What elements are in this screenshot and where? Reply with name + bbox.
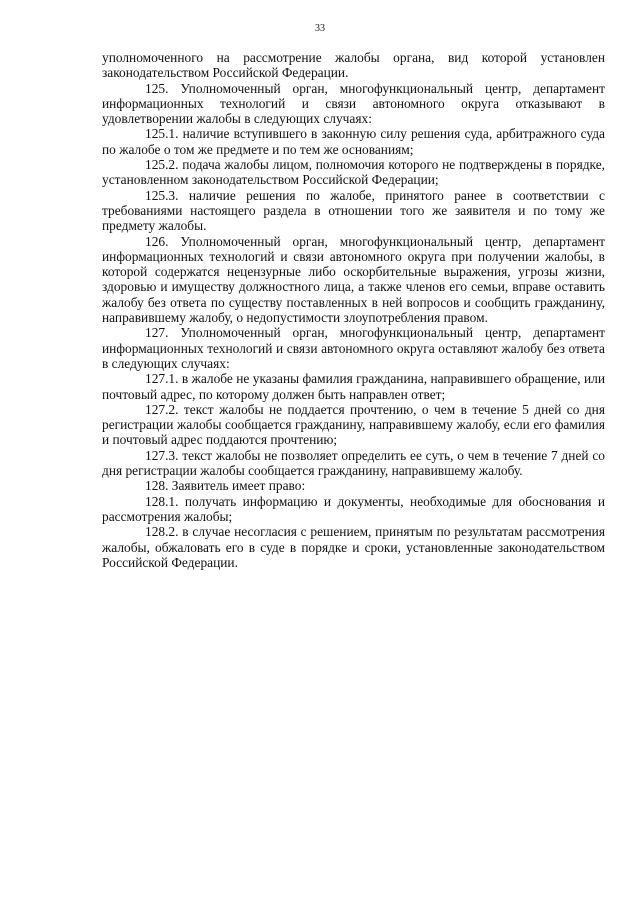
paragraph-continuation: уполномоченного на рассмотрение жалобы органа, вид которой установлен законодательством Российской Федерации. xyxy=(102,50,605,81)
paragraph-126: 126. Уполномоченный орган, многофункциональный центр, департамент информационных технологий и связи автономного округа при получении жалобы, в которой содержатся нецензурные либо оскорбительные выражения, угрозы жизни, здоровью и имуществу должностного лица, а также членов его семьи, вправе оставить жалобу без ответа по существу поставленных в ней вопросов и сообщить гражданину, направившему жалобу, о недопустимости злоупотребления правом. xyxy=(102,233,605,326)
paragraph-125: 125. Уполномоченный орган, многофункциональный центр, департамент информационных технологий и связи автономного округа отказывают в удовлетворении жалобы в следующих случаях: xyxy=(102,80,605,127)
paragraph-127-1: 127.1. в жалобе не указаны фамилия гражданина, направившего обращение, или почтовый адрес, по которому должен быть направлен ответ; xyxy=(102,371,605,402)
paragraph-127-3: 127.3. текст жалобы не позволяет определить ее суть, о чем в течение 7 дней со дня регистрации жалобы сообщается гражданину, направившему жалобу. xyxy=(102,447,605,479)
paragraph-125-1: 125.1. наличие вступившего в законную силу решения суда, арбитражного суда по жалобе о том же предмете и по тем же основаниям; xyxy=(102,126,605,157)
paragraph-128-1: 128.1. получать информацию и документы, необходимые для обоснования и рассмотрения жалобы; xyxy=(102,493,605,524)
page-number: 33 xyxy=(315,23,325,34)
paragraph-125-2: 125.2. подача жалобы лицом, полномочия которого не подтверждены в порядке, установленном законодательством Российской Федерации; xyxy=(102,157,605,188)
paragraph-125-3: 125.3. наличие решения по жалобе, принятого ранее в соответствии с требованиями настоящего раздела в отношении того же заявителя и по тому же предмету жалобы. xyxy=(102,187,605,234)
paragraph-128: 128. Заявитель имеет право: xyxy=(145,478,306,494)
paragraph-127-2: 127.2. текст жалобы не поддается прочтению, о чем в течение 5 дней со дня регистрации жалобы сообщается гражданину, направившему жалобу, если его фамилия и почтовый адрес поддаются прочтению; xyxy=(102,401,605,448)
paragraph-128-2: 128.2. в случае несогласия с решением, принятым по результатам рассмотрения жалобы, обжаловать его в суде в порядке и сроки, установленные законодательством Российской Федерации. xyxy=(102,524,605,570)
document-body xyxy=(102,50,605,570)
paragraph-127: 127. Уполномоченный орган, многофункциональный центр, департамент информационных технологий и связи автономного округа оставляют жалобу без ответа в следующих случаях: xyxy=(102,325,605,371)
